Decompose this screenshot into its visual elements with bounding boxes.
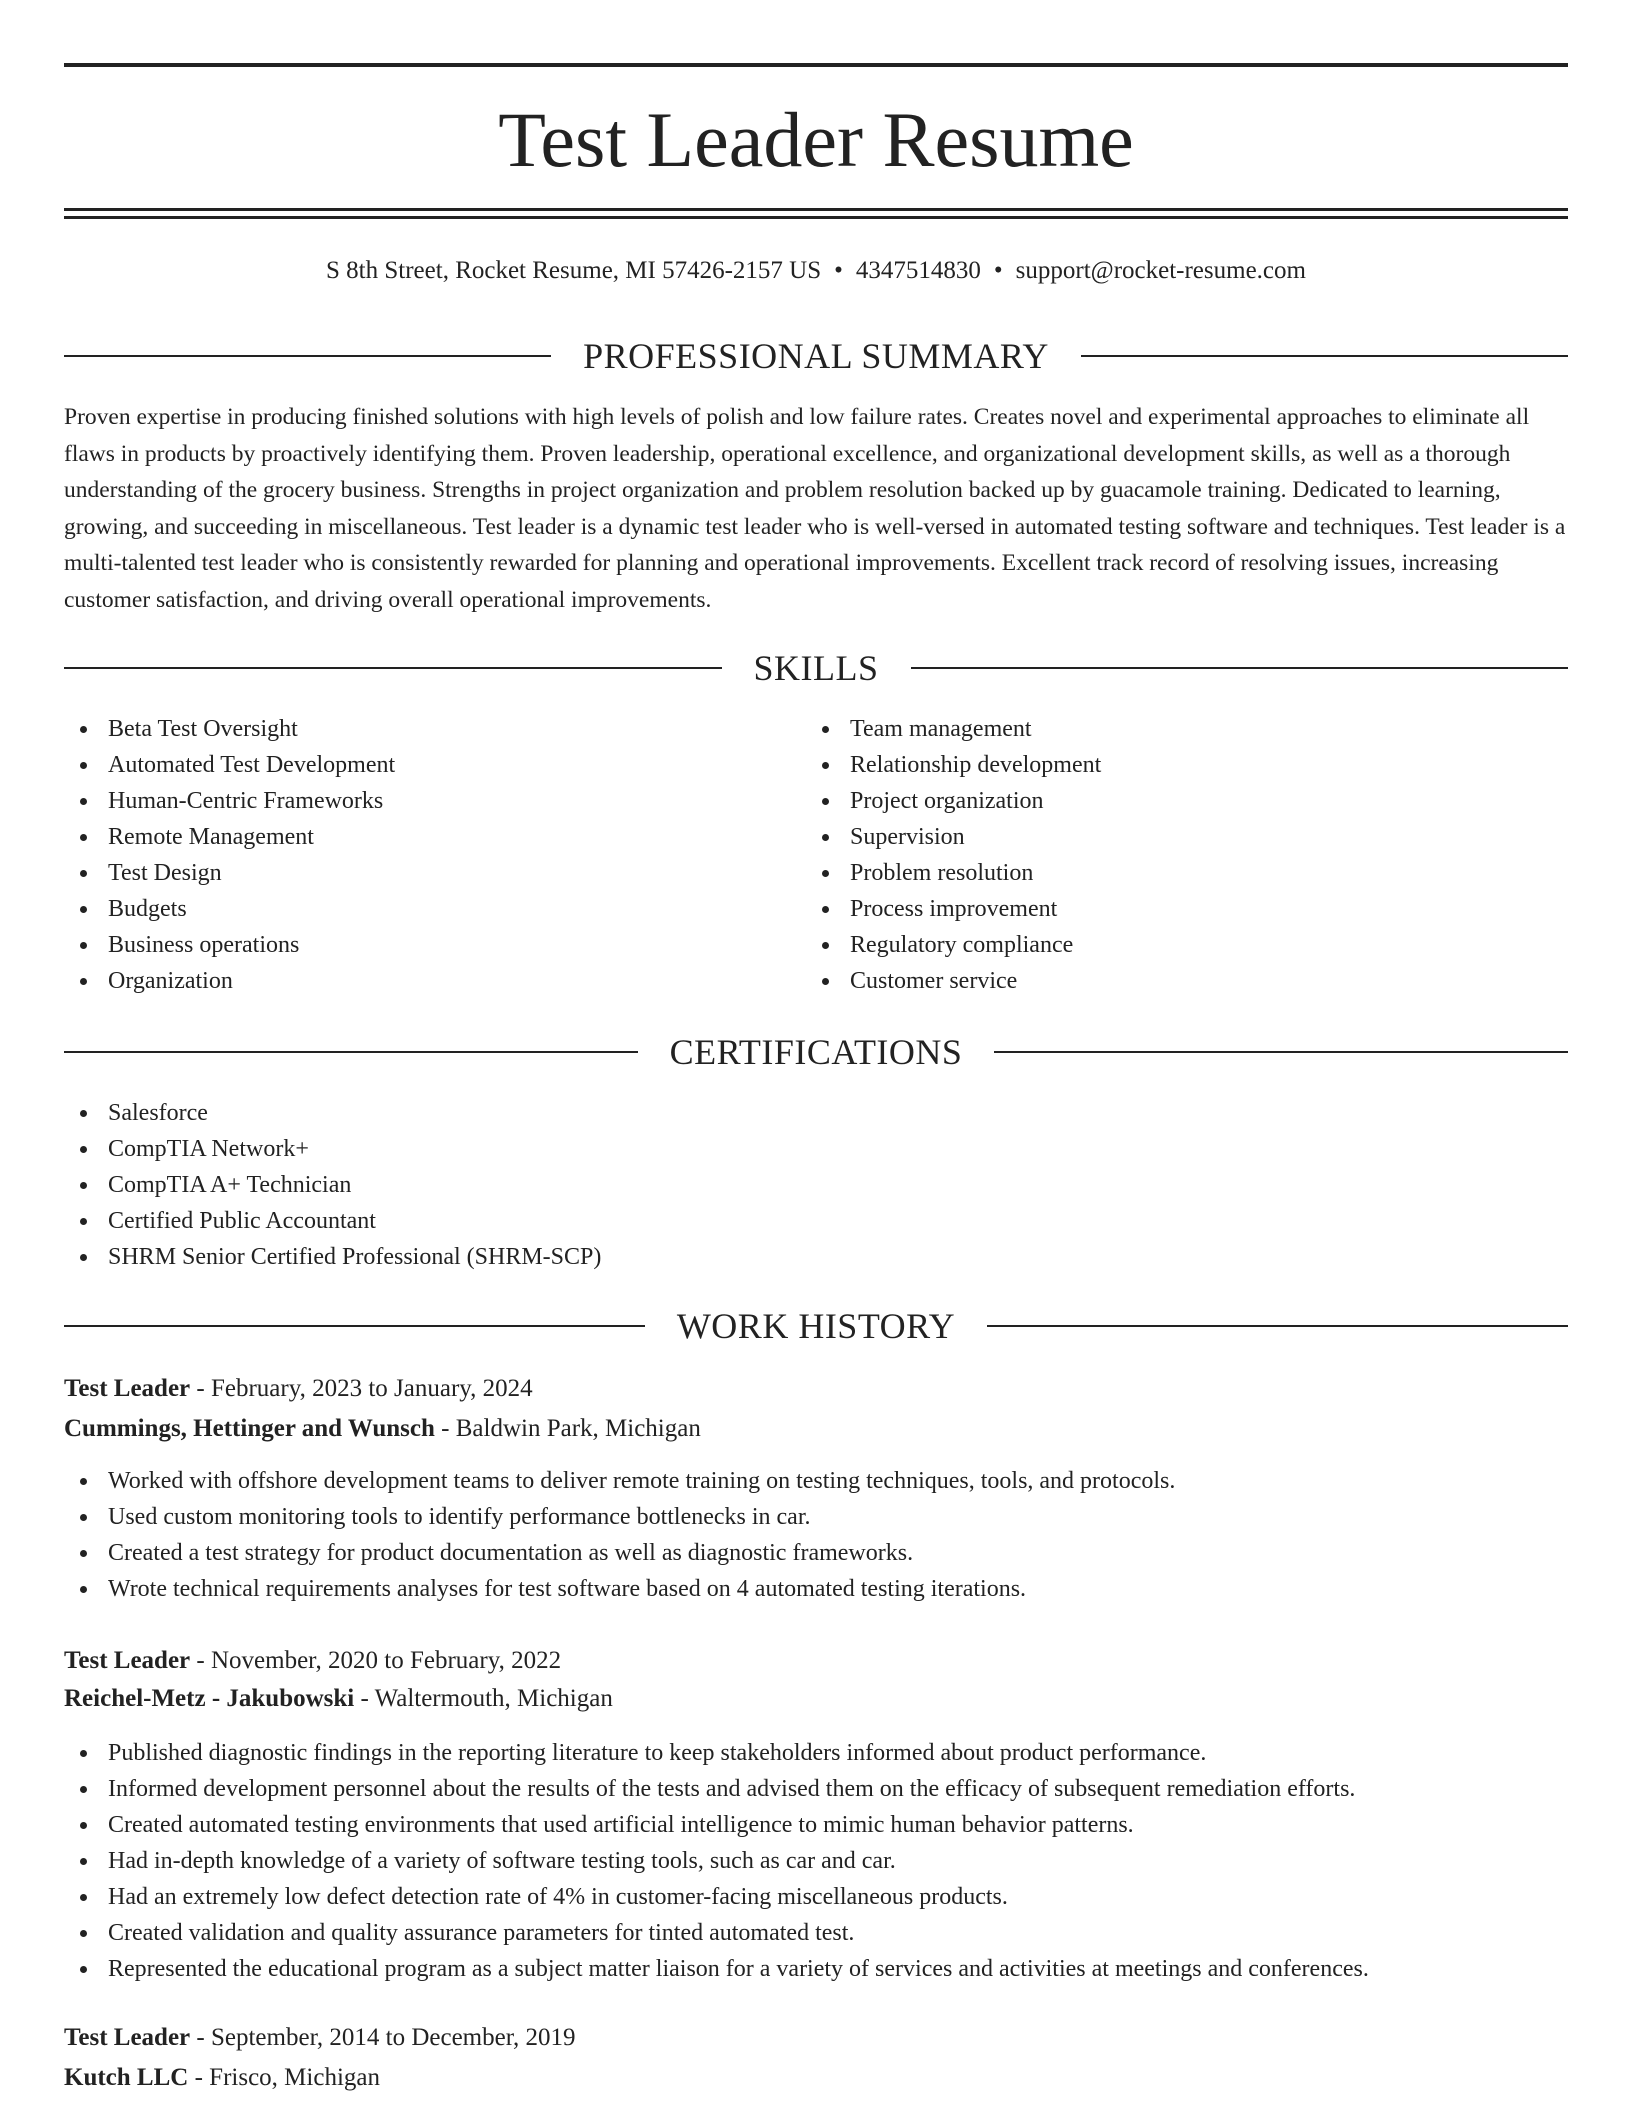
job-title-line	[64, 2020, 576, 2056]
heading-rule	[994, 1051, 1568, 1053]
skill-item: Supervision	[806, 819, 1506, 855]
heading-rule	[64, 355, 551, 357]
section-title: WORK HISTORY	[676, 1306, 956, 1346]
job-title: Test Leader	[64, 1375, 191, 1402]
heading-rule	[64, 667, 722, 669]
skill-item: Test Design	[64, 855, 764, 891]
job-company-line	[64, 2060, 380, 2096]
skill-item: Human-Centric Frameworks	[64, 783, 764, 819]
job-company-line	[64, 1411, 701, 1447]
duty-item: Created automated testing environments that used artificial intelligence to mimic human behavior patterns.	[64, 1807, 1568, 1843]
duty-item: Informed development personnel about the results of the tests and advised them on the efficacy of subsequent remediation efforts.	[64, 1771, 1568, 1807]
skill-item: Automated Test Development	[64, 747, 764, 783]
certifications-heading	[64, 1032, 1568, 1072]
section-title: CERTIFICATIONS	[669, 1032, 963, 1072]
certification-item: Salesforce	[64, 1095, 1064, 1131]
contact-separator: •	[993, 257, 1003, 284]
job-company-line	[64, 1681, 613, 1717]
duty-item: Had in-depth knowledge of a variety of software testing tools, such as car and car.	[64, 1843, 1568, 1879]
skill-item: Project organization	[806, 783, 1506, 819]
duty-item: Wrote technical requirements analyses for test software based on 4 automated testing iterations.	[64, 1571, 1568, 1607]
duty-item: Created validation and quality assurance parameters for tinted automated test.	[64, 1915, 1568, 1951]
skill-item: Remote Management	[64, 819, 764, 855]
top-rule	[64, 63, 1568, 67]
contact-address: S 8th Street, Rocket Resume, MI 57426-2157 US	[326, 257, 822, 284]
job-company: Kutch LLC	[64, 2064, 189, 2091]
summary-text: Proven expertise in producing finished solutions with high levels of polish and low failure rates. Creates novel and experimental approaches to eliminate all flaws in products by proactively identifying them. Proven leadership, operational excellence, and organizational development skills, as well as a thorough understanding of the grocery business. Strengths in project organization and problem resolution backed up by guacamole training. Dedicated to learning, growing, and succeeding in miscellaneous. Test leader is a dynamic test leader who is well-versed in automated testing software and techniques. Test leader is a multi-talented test leader who is consistently rewarded for planning and operational improvements. Excellent track record of resolving issues, increasing customer satisfaction, and driving overall operational improvements.	[64, 404, 1566, 613]
work-history-heading	[64, 1306, 1568, 1346]
job-location: - Baldwin Park, Michigan	[434, 1415, 701, 1442]
contact-line	[64, 254, 1568, 288]
duty-item: Worked with offshore development teams to deliver remote training on testing techniques, tools, and protocols.	[64, 1463, 1568, 1499]
duty-item: Represented the educational program as a subject matter liaison for a variety of services and activities at meetings and conferences.	[64, 1951, 1568, 1987]
skill-item: Organization	[64, 963, 764, 999]
skill-item: Problem resolution	[806, 855, 1506, 891]
heading-rule	[64, 1325, 645, 1327]
job-duties-list	[64, 1463, 1568, 1607]
skills-list-right	[806, 711, 1506, 999]
contact-phone: 4347514830	[855, 257, 981, 284]
title-double-rule-lower	[64, 216, 1568, 219]
job-location: - Frisco, Michigan	[188, 2064, 380, 2091]
job-location: - Waltermouth, Michigan	[354, 1685, 613, 1712]
skill-item: Business operations	[64, 927, 764, 963]
skills-list-left	[64, 711, 764, 999]
certification-item: CompTIA Network+	[64, 1131, 1064, 1167]
job-dates: - February, 2023 to January, 2024	[190, 1375, 533, 1402]
heading-rule	[911, 667, 1569, 669]
certifications-list	[64, 1095, 1064, 1275]
job-title-line	[64, 1371, 533, 1407]
skill-item: Relationship development	[806, 747, 1506, 783]
summary-heading	[64, 336, 1568, 376]
section-title: PROFESSIONAL SUMMARY	[583, 336, 1049, 376]
skill-item: Customer service	[806, 963, 1506, 999]
job-title: Test Leader	[64, 2024, 191, 2051]
job-duties-list	[64, 1735, 1568, 1987]
heading-rule	[987, 1325, 1568, 1327]
job-title-line	[64, 1643, 561, 1679]
contact-separator: •	[834, 257, 843, 284]
duty-item: Published diagnostic findings in the reporting literature to keep stakeholders informed about product performance.	[64, 1735, 1568, 1771]
skill-item: Process improvement	[806, 891, 1506, 927]
skill-item: Budgets	[64, 891, 764, 927]
certification-item: CompTIA A+ Technician	[64, 1167, 1064, 1203]
heading-rule	[64, 1051, 638, 1053]
job-dates: - November, 2020 to February, 2022	[190, 1647, 562, 1674]
section-title: SKILLS	[753, 648, 879, 688]
duty-item: Used custom monitoring tools to identify performance bottlenecks in car.	[64, 1499, 1568, 1535]
certification-item: Certified Public Accountant	[64, 1203, 1064, 1239]
job-dates: - September, 2014 to December, 2019	[190, 2024, 576, 2051]
job-company: Cummings, Hettinger and Wunsch	[64, 1415, 435, 1442]
heading-rule	[1081, 355, 1568, 357]
contact-email: support@rocket-resume.com	[1015, 257, 1306, 284]
job-company: Reichel-Metz - Jakubowski	[64, 1685, 355, 1712]
resume-title: Test Leader Resume	[498, 96, 1134, 183]
title-double-rule-upper	[64, 208, 1568, 211]
skills-heading	[64, 648, 1568, 688]
duty-item: Had an extremely low defect detection rate of 4% in customer-facing miscellaneous products.	[64, 1879, 1568, 1915]
skill-item: Beta Test Oversight	[64, 711, 764, 747]
job-title: Test Leader	[64, 1647, 191, 1674]
skill-item: Regulatory compliance	[806, 927, 1506, 963]
duty-item: Created a test strategy for product documentation as well as diagnostic frameworks.	[64, 1535, 1568, 1571]
skill-item: Team management	[806, 711, 1506, 747]
certification-item: SHRM Senior Certified Professional (SHRM-SCP)	[64, 1239, 1064, 1275]
